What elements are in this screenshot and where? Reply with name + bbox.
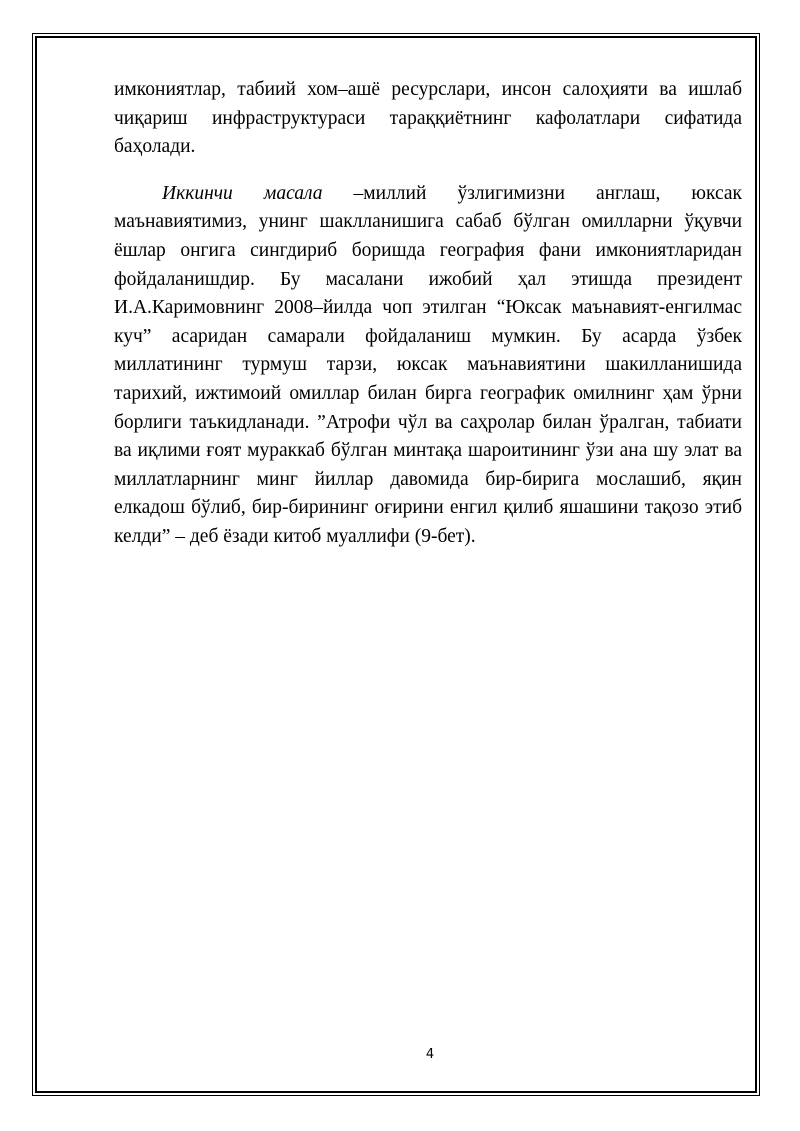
- paragraph-2-body: –миллий ўзлигимизни англаш, юксак маънавиятимиз, унинг шаклланишига сабаб бўлган омилларни ўқувчи ёшлар онгига сингдириб боришда география фани имкониятларидан фойдаланишдир. Бу масалани ижобий ҳал этишда президент И.А.Каримовнинг 2008–йилда чоп этилган “Юксак маънавият-енгилмас куч” асаридан самарали фойдаланиш мумкин. Бу асарда ўзбек миллатининг турмуш тарзи, юксак маънавиятини шакилланишида тарихий, ижтимоий омиллар билан бирга географик омилнинг ҳам ўрни борлиги таъкидланади. ”Атрофи чўл ва саҳролар билан ўралган, табиати ва иқлими ғоят мураккаб бўлган минтақа шароитининг ўзи ана шу элат ва миллатларнинг минг йиллар давомида бир-бирига мослашиб, яқин елкадош бўлиб, бир-бирининг оғирини енгил қилиб яшашини тақозо этиб келди” – деб ёзади китоб муаллифи (9-бет).: [114, 182, 742, 547]
- page-number: 4: [425, 1047, 435, 1062]
- body-text: [114, 76, 742, 552]
- paragraph-2-lead: Иккинчи масала: [162, 182, 323, 204]
- paragraph-1: имкониятлар, табиий хом–ашё ресурслари, инсон салоҳияти ва ишлаб чиқариш инфраструктураси тараққиётнинг кафолатлари сифатида баҳолади.: [114, 79, 742, 158]
- paragraph-2: [114, 180, 742, 552]
